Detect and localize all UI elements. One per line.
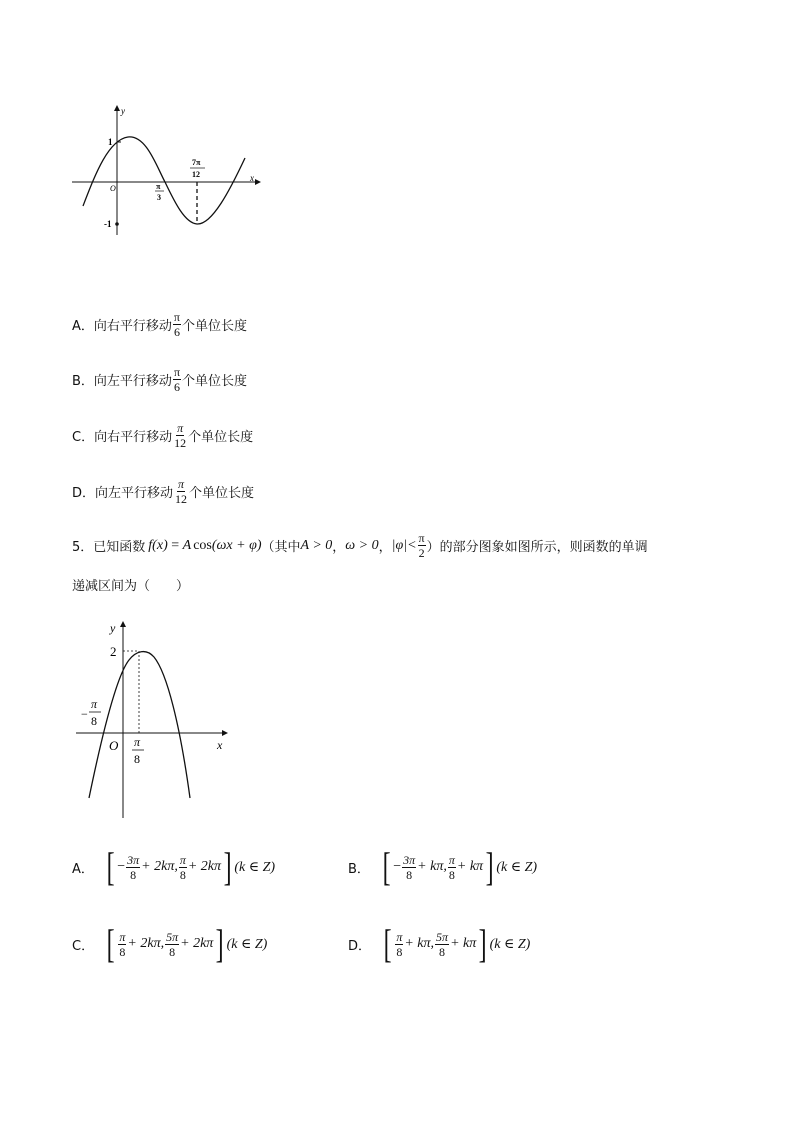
fraction — [173, 422, 187, 449]
graph1-y-min: -1 — [104, 219, 112, 229]
graph2-x-label: x — [217, 738, 223, 752]
option-text: 向左平行移动 — [95, 486, 174, 501]
term: + 2kπ — [180, 936, 214, 951]
bracket-left: [ — [106, 921, 115, 966]
x-axis-arrow — [222, 730, 228, 736]
fraction-den: 6 — [173, 325, 180, 339]
graph2-origin: O — [109, 738, 119, 753]
x-axis-arrow — [255, 179, 261, 185]
fraction-num: π — [179, 852, 186, 867]
q5-cos: cos — [193, 537, 212, 553]
y-axis-arrow — [120, 621, 126, 627]
fraction-den: 8 — [448, 867, 455, 882]
condition: (k ∈ Z) — [234, 859, 276, 875]
fraction-num: π — [418, 531, 425, 545]
q5-option-b[interactable] — [348, 844, 538, 889]
q5-cond-2: ω > 0 — [345, 537, 379, 553]
term: + kπ, — [417, 859, 447, 874]
option-key: D． — [348, 938, 372, 954]
option-key: C． — [72, 938, 95, 954]
fraction — [402, 854, 416, 881]
fraction-den: 12 — [174, 436, 187, 450]
graph1-y-max: 1 — [108, 137, 113, 147]
graph1-x-label: x — [250, 173, 254, 183]
q5-fx: f(x) — [148, 537, 168, 553]
term: + kπ — [456, 859, 484, 874]
condition: (k ∈ Z) — [489, 936, 531, 952]
q5-A: A — [182, 537, 192, 553]
fraction-num: 5π — [436, 929, 449, 944]
fraction-num: π — [173, 365, 180, 379]
fraction — [173, 366, 181, 393]
option-key: B． — [348, 861, 370, 877]
bracket-right: ] — [478, 921, 487, 966]
fraction-num: π — [177, 421, 184, 435]
term: + kπ — [450, 936, 477, 951]
q5-number: 5． — [72, 540, 94, 555]
bracket-left: [ — [382, 844, 391, 889]
condition: (k ∈ Z) — [496, 859, 538, 875]
bracket-left: [ — [106, 844, 115, 889]
fraction-num: π — [173, 310, 180, 324]
graph2-y-label: y — [110, 621, 116, 635]
option-text-tail: 个单位长度 — [188, 430, 254, 445]
term: + 2kπ, — [141, 859, 178, 874]
fraction — [395, 931, 403, 958]
fraction — [448, 854, 456, 881]
term: + kπ, — [404, 936, 435, 951]
fraction-num: π — [119, 929, 126, 944]
fraction-num: 5π — [166, 929, 179, 944]
q5-cond-1: A > 0 — [300, 537, 333, 553]
q4-option-d[interactable] — [72, 478, 254, 505]
option-key: B． — [72, 374, 94, 389]
bracket-left: [ — [383, 921, 392, 966]
fraction — [435, 931, 449, 958]
graph1-pi3-den: 3 — [157, 193, 161, 202]
fraction — [126, 854, 140, 881]
option-text-tail: 个单位长度 — [181, 319, 247, 334]
q4-option-c[interactable] — [72, 422, 253, 449]
q5-text-2: （其中 — [261, 540, 301, 555]
option-key: D． — [72, 486, 96, 501]
point-y-min — [115, 222, 119, 226]
fraction-num: 3π — [127, 852, 140, 867]
fraction-den: 8 — [130, 867, 137, 882]
fraction-den: 12 — [175, 492, 188, 506]
fraction — [118, 931, 126, 958]
graph1-7pi12-num: 7π — [192, 158, 201, 167]
q5-option-c[interactable] — [72, 921, 268, 966]
graph1-7pi12-den: 12 — [192, 170, 200, 179]
q5-stem-line2: 递减区间为（ ） — [72, 579, 190, 594]
q5-option-d[interactable] — [348, 921, 531, 966]
q5-arg: (ωx + φ) — [211, 537, 262, 553]
graph-1 — [60, 95, 270, 245]
condition: (k ∈ Z) — [226, 936, 268, 952]
bracket-right: ] — [215, 921, 224, 966]
bracket-right: ] — [485, 844, 494, 889]
sine-curve — [83, 137, 245, 224]
fraction-den: 6 — [173, 380, 180, 394]
graph2-neg-num: π — [91, 697, 98, 711]
option-text-tail: 个单位长度 — [182, 374, 248, 389]
fraction — [174, 478, 188, 505]
graph1-origin: O — [110, 184, 116, 193]
y-axis-arrow — [114, 105, 120, 111]
q5-eq: = — [167, 537, 183, 553]
fraction — [418, 532, 426, 559]
graph2-y-max: 2 — [110, 644, 117, 659]
q5-comma-1: ， — [332, 540, 346, 555]
sign: − — [393, 859, 402, 874]
fraction — [165, 931, 179, 958]
fraction — [179, 854, 187, 881]
term: + 2kπ — [187, 859, 222, 874]
option-key: C． — [72, 430, 95, 445]
fraction — [173, 311, 181, 338]
option-text: 向右平行移动 — [93, 319, 172, 334]
option-text: 向左平行移动 — [93, 374, 172, 389]
fraction-num: π — [396, 929, 403, 944]
q5-text-3: ）的部分图象如图所示，则函数的单调 — [426, 540, 648, 555]
fraction-den: 2 — [418, 546, 425, 560]
graph2-neg-den: 8 — [91, 714, 97, 728]
q5-cond-3: |φ|< — [391, 537, 417, 553]
bracket-right: ] — [223, 844, 232, 889]
q5-text-1: 已知函数 — [93, 540, 146, 555]
graph2-pi8-den: 8 — [134, 752, 140, 766]
fraction-num: π — [448, 852, 455, 867]
fraction-den: 8 — [396, 944, 403, 959]
sign: − — [117, 859, 126, 874]
graph1-pi3-num: π — [156, 182, 161, 191]
cosine-curve — [89, 652, 190, 798]
fraction-den: 8 — [169, 944, 176, 959]
graph-2 — [72, 615, 242, 825]
fraction-den: 8 — [439, 944, 446, 959]
fraction-den: 8 — [179, 867, 186, 882]
option-key: A． — [72, 861, 94, 877]
fraction-num: π — [178, 477, 185, 491]
term: + 2kπ, — [127, 936, 165, 951]
graph2-neg-sign: − — [81, 707, 88, 721]
fraction-num: 3π — [403, 852, 416, 867]
q5-stem-line1 — [72, 532, 648, 559]
graph1-y-label: y — [121, 106, 125, 116]
fraction-den: 8 — [406, 867, 413, 882]
q5-option-a[interactable] — [72, 844, 276, 889]
option-key: A． — [72, 319, 94, 334]
q5-comma-2: ， — [378, 540, 392, 555]
option-text: 向右平行移动 — [94, 430, 173, 445]
q4-option-b[interactable] — [72, 366, 247, 393]
graph2-pi8-num: π — [134, 735, 141, 749]
option-text-tail: 个单位长度 — [189, 486, 255, 501]
fraction-den: 8 — [119, 944, 126, 959]
q4-option-a[interactable] — [72, 311, 247, 338]
